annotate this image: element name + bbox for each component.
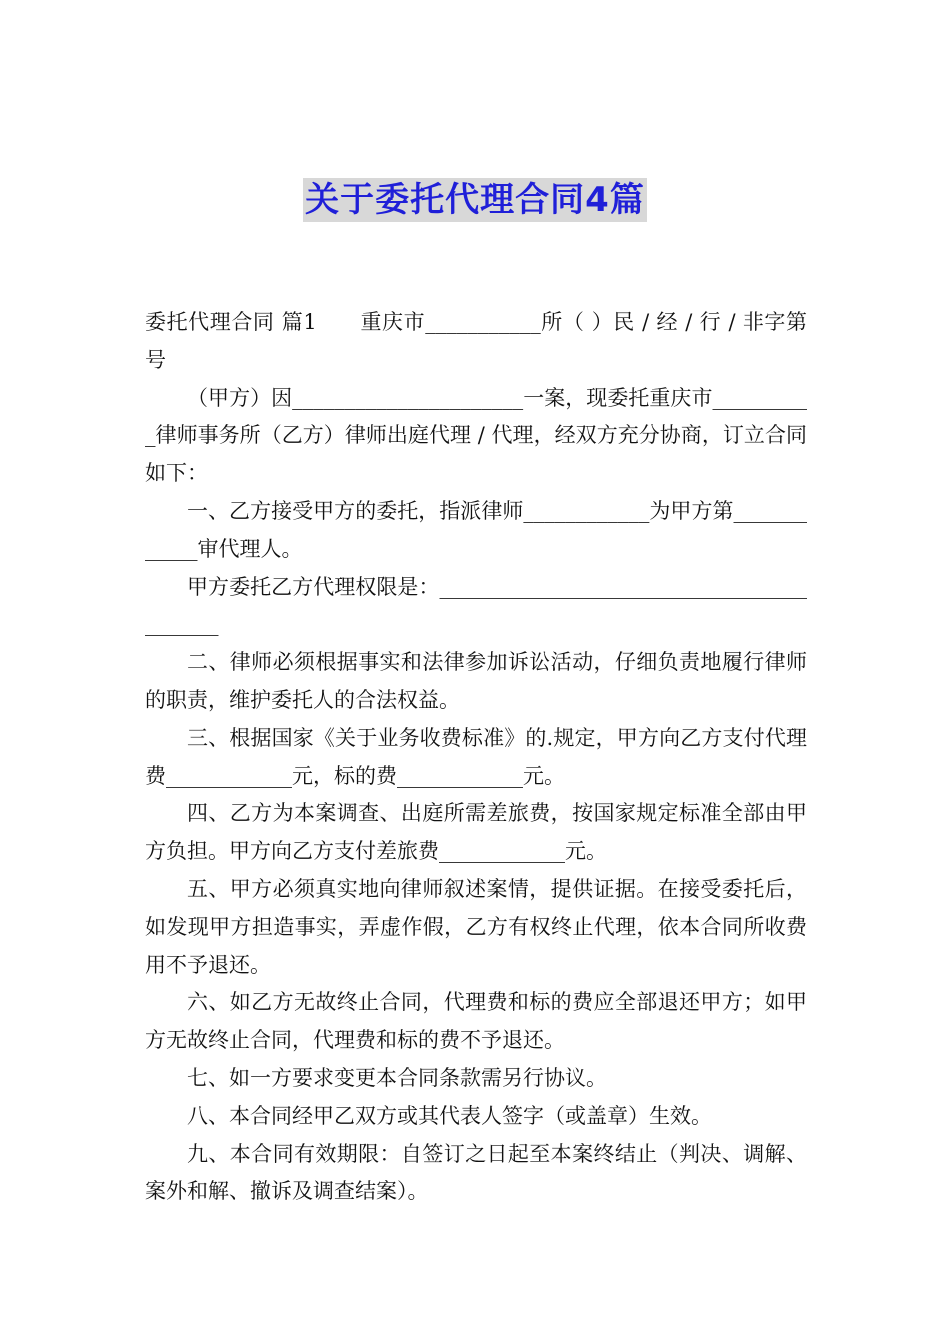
document-title: 关于委托代理合同4篇	[305, 180, 645, 220]
paragraph-clause-6: 六、如乙方无故终止合同，代理费和标的费应全部退还甲方；如甲方无故终止合同，代理费和标的费不予退还。	[145, 990, 807, 1053]
document-body	[145, 304, 814, 1211]
paragraph-authority: 甲方委托乙方代理权限是：__________________________________________	[145, 574, 807, 637]
paragraph-clause-8: 八、本合同经甲乙双方或其代表人签字（或盖章）生效。	[187, 1103, 712, 1128]
paragraph-clause-5: 五、甲方必须真实地向律师叙述案情，提供证据。在接受委托后，如发现甲方担造事实，弄虚作假，乙方有权终止代理，依本合同所收费用不予退还。	[145, 876, 807, 977]
paragraph-intro: （甲方）因______________________一案，现委托重庆市__________律师事务所（乙方）律师出庭代理 / 代理，经双方充分协商，订立合同如下：	[145, 385, 807, 486]
paragraph-clause-4: 四、乙方为本案调查、出庭所需差旅费，按国家规定标准全部由甲方负担。甲方向乙方支付差旅费____________元。	[145, 801, 807, 864]
paragraph-clause-9: 九、本合同有效期限：自签订之日起至本案终结止（判决、调解、案外和解、撤诉及调查结案）。	[145, 1141, 807, 1204]
contract-header-line: 委托代理合同 篇1 重庆市___________所（ ）民 / 经 / 行 / 非字第 号	[145, 310, 814, 372]
paragraph-clause-2: 二、律师必须根据事实和法律参加诉讼活动，仔细负责地履行律师的职责，维护委托人的合法权益。	[145, 650, 807, 712]
paragraph-clause-1: 一、乙方接受甲方的委托，指派律师____________为甲方第____________审代理人。	[145, 498, 807, 561]
paragraph-clause-7: 七、如一方要求变更本合同条款需另行协议。	[187, 1065, 607, 1090]
paragraph-clause-3: 三、根据国家《关于业务收费标准》的.规定，甲方向乙方支付代理费____________元，标的费____________元。	[145, 725, 807, 788]
title-block	[0, 178, 950, 222]
